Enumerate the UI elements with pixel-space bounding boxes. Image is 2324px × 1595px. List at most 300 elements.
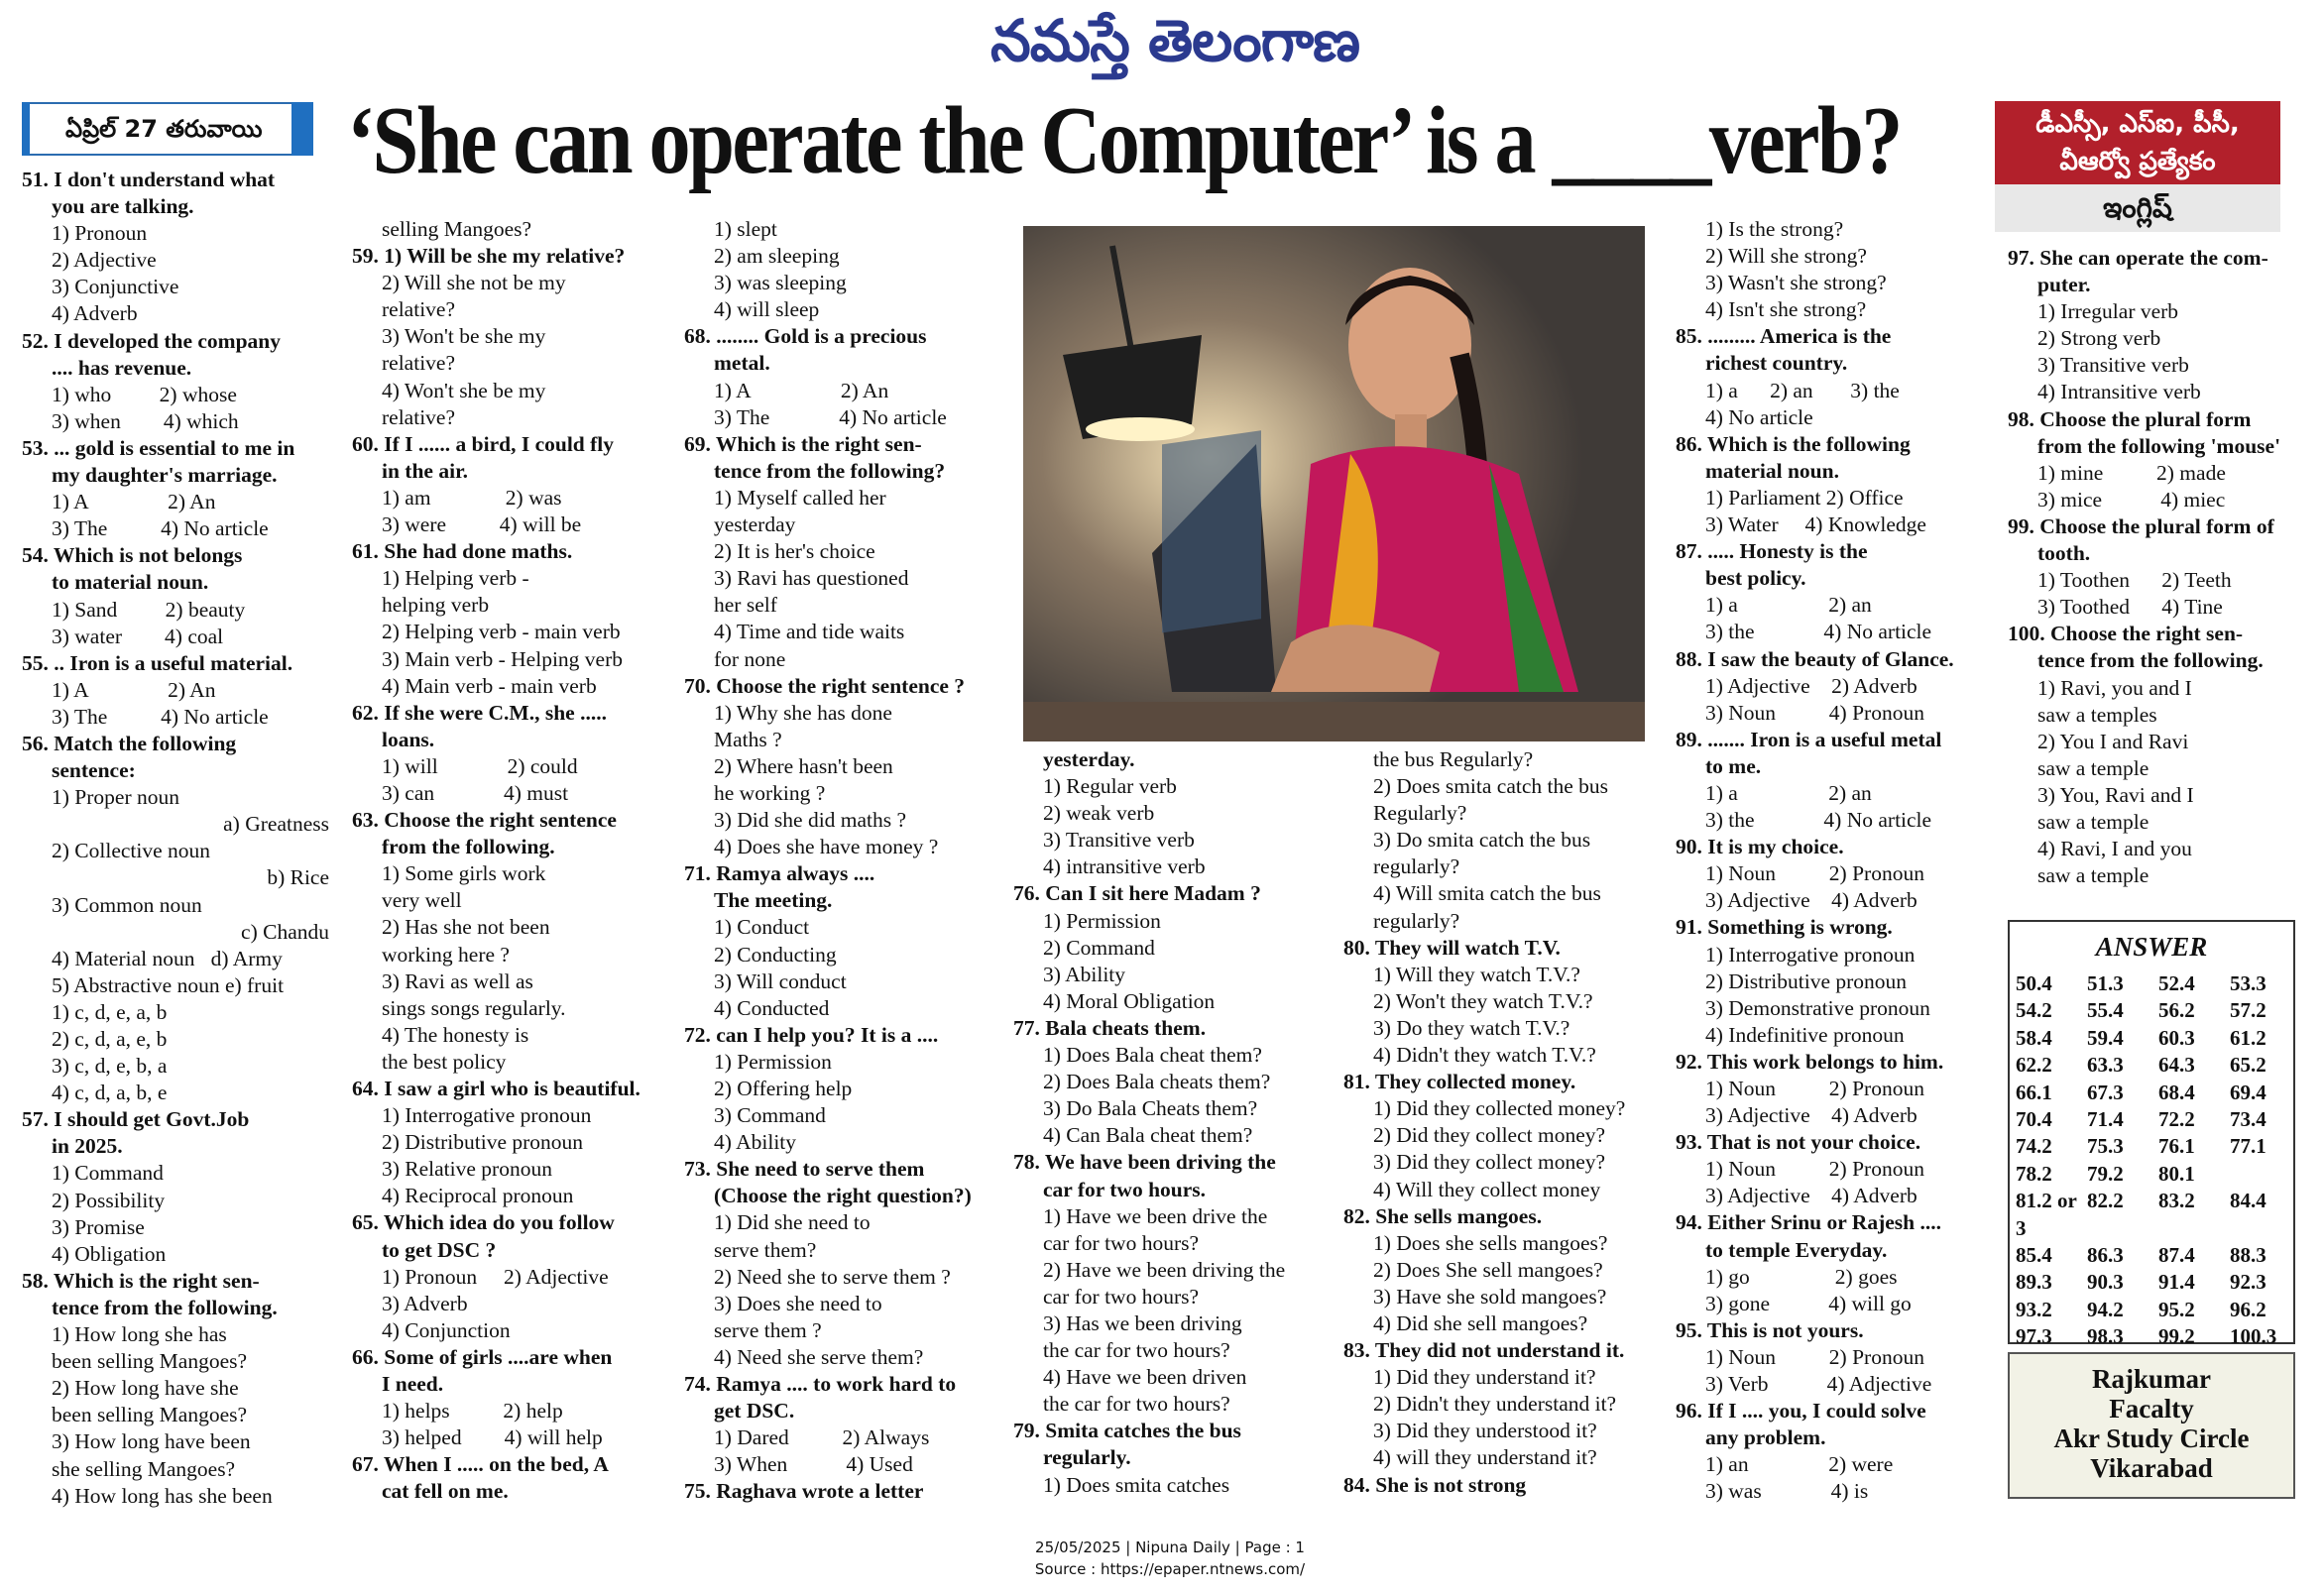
option-text: 3) was sleeping	[714, 271, 847, 295]
answer-item: 86.3	[2087, 1243, 2124, 1268]
answer-item: 72.2	[2158, 1107, 2195, 1132]
question-text: 91. Something is wrong.	[1676, 915, 1893, 940]
option-text: 4) Will smita catch the bus	[1373, 881, 1601, 906]
question-text: 70. Choose the right sentence ?	[684, 673, 966, 698]
answer-item: 75.3	[2087, 1134, 2124, 1159]
option-text: 3) Does she need to	[714, 1291, 882, 1315]
answer-title: ANSWER	[2095, 932, 2208, 962]
option-text: 2) Offering help	[714, 1077, 853, 1100]
option-text: been selling Mangoes?	[52, 1403, 248, 1427]
option-text: 3) Have she sold mangoes?	[1373, 1284, 1607, 1309]
answer-item: 61.2	[2230, 1025, 2266, 1050]
option-text: 3) Won't be she my	[382, 324, 546, 349]
option-text: sings songs regularly.	[382, 995, 566, 1020]
question-text: 63. Choose the right sentence	[352, 808, 617, 833]
option-text: 2) Distributive pronoun	[382, 1130, 584, 1155]
question-text: 54. Which is not belongs	[22, 543, 243, 568]
question-text: my daughter's marriage.	[52, 463, 278, 488]
option-text: the car for two hours?	[1043, 1338, 1230, 1363]
answer-item: 50.4	[2016, 971, 2052, 995]
answer-item: 58.4	[2016, 1025, 2052, 1050]
option-text: 3) Did they understood it?	[1373, 1419, 1597, 1443]
question-text: 95. This is not yours.	[1676, 1317, 1864, 1342]
option-text: 1) Did they collected money?	[1373, 1096, 1626, 1121]
author-place: Vikarabad	[2090, 1453, 2213, 1483]
question-text: yesterday.	[1043, 747, 1135, 771]
question-text: 64. I saw a girl who is beautiful.	[352, 1077, 640, 1100]
option-text: 1) Permission	[714, 1049, 832, 1074]
question-text: from the following.	[382, 835, 555, 859]
option-text: she selling Mangoes?	[52, 1456, 236, 1481]
option-text: 4) Isn't she strong?	[1705, 297, 1867, 322]
option-text: 3) The 4) No article	[52, 516, 269, 541]
option-text: 2) Does smita catch the bus	[1373, 774, 1609, 799]
answer-item: 55.4	[2087, 998, 2124, 1023]
question-text: 85. ......... America is the	[1676, 324, 1892, 349]
option-text: 3) Ravi as well as	[382, 968, 533, 993]
question-text: car for two hours.	[1043, 1177, 1207, 1201]
option-text: 3) Common noun	[52, 892, 202, 917]
option-text: 4) Need she serve them?	[714, 1344, 924, 1369]
question-text: richest country.	[1705, 351, 1848, 376]
option-text: 3) Do Bala Cheats them?	[1043, 1096, 1258, 1121]
option-text: the best policy	[382, 1049, 507, 1074]
answer-item: 74.2	[2016, 1134, 2052, 1159]
option-text: for none	[714, 646, 786, 671]
option-text: 3) Command	[714, 1103, 826, 1128]
author-org: Akr Study Circle	[2053, 1424, 2250, 1453]
option-text: 4) Didn't they watch T.V.?	[1373, 1043, 1596, 1068]
option-text: 1) Some girls work	[382, 861, 546, 886]
option-text: 1) A 2) An	[52, 490, 216, 514]
option-text: saw a temple	[2037, 863, 2150, 888]
option-text: a) Greatness	[223, 812, 329, 837]
question-text: tence from the following?	[714, 458, 946, 483]
column-4	[1013, 746, 1321, 1499]
option-text: 1) Does Bala cheat them?	[1043, 1043, 1262, 1068]
option-text: 2) Does Bala cheats them?	[1043, 1070, 1271, 1094]
question-text: regularly.	[1043, 1445, 1131, 1470]
option-text: saw a temples	[2037, 702, 2157, 727]
option-text: 2) Conducting	[714, 942, 837, 967]
option-text: 4) Obligation	[52, 1241, 167, 1266]
answer-item: 95.2	[2158, 1297, 2195, 1321]
option-text: c) Chandu	[241, 919, 329, 944]
answer-item: 79.2	[2087, 1161, 2124, 1186]
question-text: in 2025.	[52, 1134, 123, 1159]
option-text: 3) Conjunctive	[52, 275, 179, 299]
question-text: loans.	[382, 727, 435, 751]
option-text: he working ?	[714, 780, 826, 805]
option-text: 3) water 4) coal	[52, 624, 224, 648]
option-text: 1) A 2) An	[714, 378, 889, 402]
option-text: 1) Conduct	[714, 915, 810, 940]
answer-item: 70.4	[2016, 1107, 2052, 1132]
option-text: 3) Noun 4) Pronoun	[1705, 700, 1924, 725]
answer-item: 87.4	[2158, 1243, 2195, 1268]
option-text: 3) Adverb	[382, 1291, 468, 1315]
author-box	[2008, 1352, 2295, 1499]
question-text: 75. Raghava wrote a letter	[684, 1479, 924, 1504]
option-text: 1) Regular verb	[1043, 774, 1177, 799]
option-text: 2) Will she not be my	[382, 271, 566, 295]
question-text: 78. We have been driving the	[1013, 1150, 1276, 1175]
option-text: 3) Main verb - Helping verb	[382, 646, 623, 671]
option-text: 1) helps 2) help	[382, 1399, 563, 1424]
option-text: 1) A 2) An	[52, 677, 216, 702]
option-text: 3) Demonstrative pronoun	[1705, 995, 1930, 1020]
date-tag-accent-right	[291, 102, 313, 156]
option-text: 4) Ability	[714, 1130, 797, 1155]
option-text: 3) You, Ravi and I	[2037, 782, 2194, 807]
option-text: serve them ?	[714, 1317, 822, 1342]
option-text: 1) Dared 2) Always	[714, 1425, 930, 1450]
option-text: 4) Time and tide waits	[714, 620, 905, 644]
option-text: 2) Did they collect money?	[1373, 1123, 1606, 1148]
date-tag-text: ఏప్రిల్ 27 తరువాయి	[65, 115, 263, 143]
answer-item: 69.4	[2230, 1080, 2266, 1104]
option-text: 4) No article	[1705, 404, 1813, 429]
question-text: tence from the following.	[52, 1295, 278, 1319]
option-text: yesterday	[714, 513, 796, 537]
answer-grid	[2010, 970, 2293, 1351]
option-text: 1) Will they watch T.V.?	[1373, 962, 1580, 986]
option-text: 3) Transitive verb	[1043, 828, 1195, 853]
question-text: 58. Which is the right sen-	[22, 1268, 260, 1293]
option-text: 2) Possibility	[52, 1188, 166, 1212]
answer-item: 60.3	[2158, 1025, 2195, 1050]
option-text: 2) weak verb	[1043, 801, 1155, 826]
option-text: 1) c, d, e, a, b	[52, 999, 168, 1024]
option-text: 4) Ravi, I and you	[2037, 837, 2192, 861]
answer-item: 67.3	[2087, 1080, 2124, 1104]
option-text: 1) Irregular verb	[2037, 299, 2179, 324]
option-text: 3) Did they collect money?	[1373, 1150, 1606, 1175]
question-text: 73. She need to serve them	[684, 1157, 925, 1182]
woman-at-laptop-photo	[1023, 226, 1645, 741]
answer-item: 85.4	[2016, 1243, 2052, 1268]
option-text: 1) Is the strong?	[1705, 217, 1844, 241]
option-text: 2) Collective noun	[52, 839, 211, 863]
option-text: 1) Helping verb -	[382, 566, 529, 591]
question-text: 93. That is not your choice.	[1676, 1130, 1921, 1155]
answer-item: 73.4	[2230, 1107, 2266, 1132]
option-text: 3) Do they watch T.V.?	[1373, 1015, 1570, 1040]
option-text: regularly?	[1373, 908, 1460, 933]
answer-item: 80.1	[2158, 1161, 2195, 1186]
option-text: 2) Need she to serve them ?	[714, 1264, 951, 1289]
option-text: 3) Adjective 4) Adverb	[1705, 1184, 1917, 1208]
author-role: Facalty	[2109, 1394, 2194, 1424]
option-text: the bus Regularly?	[1373, 747, 1534, 771]
option-text: 2) Have we been driving the	[1043, 1257, 1286, 1282]
answer-item: 76.1	[2158, 1134, 2195, 1159]
option-text: 2) It is her's choice	[714, 539, 875, 564]
subject-label: ఇంగ్లిష్	[1995, 184, 2280, 232]
page-footer	[991, 1537, 1348, 1580]
option-text: 1) Sand 2) beauty	[52, 597, 246, 622]
option-text: 4) c, d, a, b, e	[52, 1081, 168, 1105]
option-text: regularly?	[1373, 854, 1460, 879]
column-1	[22, 167, 329, 1510]
answer-item: 96.2	[2230, 1297, 2266, 1321]
answer-item: 93.2	[2016, 1297, 2052, 1321]
option-text: 3) Verb 4) Adjective	[1705, 1372, 1932, 1397]
question-text: 52. I developed the company	[22, 328, 281, 353]
author-name: Rajkumar	[2092, 1364, 2211, 1394]
footer-line-2: Source : https://epaper.ntnews.com/	[1034, 1560, 1306, 1578]
answer-item: 51.3	[2087, 971, 2124, 995]
option-text: 2) c, d, a, e, b	[52, 1027, 168, 1051]
column-5	[1343, 746, 1651, 1499]
option-text: 4) Reciprocal pronoun	[382, 1184, 574, 1208]
question-text: 57. I should get Govt.Job	[22, 1107, 250, 1132]
option-text: 3) was 4) is	[1705, 1479, 1869, 1504]
question-text: to me.	[1705, 753, 1762, 778]
option-text: 2) Distributive pronoun	[1705, 968, 1908, 993]
question-text: (Choose the right question?)	[714, 1184, 972, 1208]
question-text: 89. ....... Iron is a useful metal	[1676, 727, 1942, 751]
option-text: 1) Ravi, you and I	[2037, 675, 2192, 700]
option-text: 4) will they understand it?	[1373, 1445, 1597, 1470]
answer-item: 99.2	[2158, 1324, 2195, 1349]
answer-item: 83.2	[2158, 1189, 2195, 1213]
answer-item: 89.3	[2016, 1270, 2052, 1295]
option-text: saw a temple	[2037, 755, 2150, 780]
question-text: 67. When I ..... on the bed, A	[352, 1452, 609, 1477]
special-box-line1: డీఎస్సీ, ఎస్ఐ, పీసీ,	[2035, 109, 2240, 139]
question-text: 97. She can operate the com-	[2008, 246, 2268, 270]
option-text: 4) Did she sell mangoes?	[1373, 1310, 1588, 1335]
answer-item: 64.3	[2158, 1053, 2195, 1078]
answer-item: 59.4	[2087, 1025, 2124, 1050]
answer-key	[2008, 920, 2295, 1349]
option-text: 3) The 4) No article	[52, 704, 269, 729]
option-text: the car for two hours?	[1043, 1392, 1230, 1417]
option-text: 1) Toothen 2) Teeth	[2037, 568, 2232, 593]
option-text: 1) Did they understand it?	[1373, 1365, 1596, 1390]
option-text: 4) Main verb - main verb	[382, 673, 597, 698]
option-text: 1) Command	[52, 1161, 164, 1186]
answer-item: 98.3	[2087, 1324, 2124, 1349]
answer-item: 97.3	[2016, 1324, 2052, 1349]
option-text: 3) the 4) No article	[1705, 620, 1932, 644]
question-text: 65. Which idea do you follow	[352, 1210, 615, 1235]
question-text: tence from the following.	[2037, 648, 2264, 673]
option-text: 1) slept	[714, 217, 777, 241]
question-text: 90. It is my choice.	[1676, 835, 1844, 859]
answer-item: 62.2	[2016, 1053, 2052, 1078]
question-text: 61. She had done maths.	[352, 539, 573, 564]
answer-item: 82.2	[2087, 1189, 2124, 1213]
option-text: 4) will sleep	[714, 297, 820, 322]
option-text: car for two hours?	[1043, 1230, 1200, 1255]
answer-item: 77.1	[2230, 1134, 2266, 1159]
option-text: 4) intransitive verb	[1043, 854, 1206, 879]
option-text: 3) Adjective 4) Adverb	[1705, 1103, 1917, 1128]
option-text: 4) Conducted	[714, 995, 830, 1020]
option-text: 1) mine 2) made	[2037, 460, 2226, 485]
option-text: 1) Does she sells mangoes?	[1373, 1230, 1608, 1255]
option-text: 1) Noun 2) Pronoun	[1705, 1077, 1924, 1100]
option-text: 1) Does smita catches	[1043, 1472, 1230, 1497]
question-text: best policy.	[1705, 566, 1806, 591]
answer-item: 52.4	[2158, 971, 2195, 995]
question-text: 77. Bala cheats them.	[1013, 1015, 1207, 1040]
special-box-line2: వీఆర్వో ప్రత్యేకం	[2059, 147, 2216, 176]
option-text: 2) am sleeping	[714, 244, 840, 269]
question-text: in the air.	[382, 458, 469, 483]
answer-item: 57.2	[2230, 998, 2266, 1023]
option-text: 1) Why she has done	[714, 700, 892, 725]
option-text: 3) helped 4) will help	[382, 1425, 603, 1450]
option-text: 4) Have we been driven	[1043, 1365, 1247, 1390]
question-text: 92. This work belongs to him.	[1676, 1049, 1944, 1074]
option-text: 4) Moral Obligation	[1043, 988, 1216, 1013]
option-text: 3) mice 4) miec	[2037, 487, 2226, 512]
answer-item: 66.1	[2016, 1080, 2052, 1104]
option-text: 1) Have we been drive the	[1043, 1203, 1268, 1228]
option-text: 3) when 4) which	[52, 408, 239, 433]
special-box	[1995, 101, 2280, 184]
question-text: cat fell on me.	[382, 1479, 509, 1504]
question-text: 53. ... gold is essential to me in	[22, 435, 295, 460]
option-text: 4) Will they collect money	[1373, 1177, 1601, 1201]
option-text: 3) Transitive verb	[2037, 353, 2189, 378]
option-text: 3) Toothed 4) Tine	[2037, 595, 2223, 620]
column-3	[684, 216, 991, 1506]
photo-illustration	[1023, 226, 1645, 741]
question-text: puter.	[2037, 273, 2091, 297]
option-text: 3) Wasn't she strong?	[1705, 271, 1887, 295]
option-text: 3) Adjective 4) Adverb	[1705, 888, 1917, 913]
question-text: get DSC.	[714, 1399, 795, 1424]
masthead-logo: నమస్తే తెలంగాణ	[990, 7, 1359, 74]
answer-item: 90.3	[2087, 1270, 2124, 1295]
option-text: 1) a 2) an	[1705, 593, 1872, 618]
question-text: 74. Ramya .... to work hard to	[684, 1372, 957, 1397]
option-text: helping verb	[382, 593, 490, 618]
option-text: 2) Where hasn't been	[714, 753, 893, 778]
option-text: 3) When 4) Used	[714, 1452, 913, 1477]
question-text: you are talking.	[52, 194, 194, 219]
option-text: 3) Relative pronoun	[382, 1157, 552, 1182]
option-text: 4) Won't she be my	[382, 378, 546, 402]
question-text: 88. I saw the beauty of Glance.	[1676, 646, 1954, 671]
question-text: 76. Can I sit here Madam ?	[1013, 881, 1261, 906]
option-text: b) Rice	[267, 865, 329, 890]
question-text: 69. Which is the right sen-	[684, 431, 922, 456]
option-text: 1) who 2) whose	[52, 382, 237, 406]
answer-item: 65.2	[2230, 1053, 2266, 1078]
option-text: Maths ?	[714, 727, 782, 751]
option-text: been selling Mangoes?	[52, 1349, 248, 1374]
date-tag-accent-left	[22, 102, 30, 156]
question-text: 87. ..... Honesty is the	[1676, 539, 1868, 564]
option-text: 3) gone 4) will go	[1705, 1291, 1912, 1315]
question-text: I need.	[382, 1372, 444, 1397]
question-text: 96. If I .... you, I could solve	[1676, 1399, 1926, 1424]
column-7	[2008, 245, 2305, 889]
question-text: from the following 'mouse'	[2037, 433, 2281, 458]
question-text: 59. 1) Will be she my relative?	[352, 244, 626, 269]
option-text: 1) Noun 2) Pronoun	[1705, 861, 1924, 886]
option-text: 3) Did she did maths ?	[714, 808, 907, 833]
question-text: material noun.	[1705, 458, 1839, 483]
answer-item: 53.3	[2230, 971, 2266, 995]
option-text: 4) Adverb	[52, 301, 138, 326]
question-text: 99. Choose the plural form of	[2008, 513, 2274, 538]
column-6	[1676, 216, 1983, 1506]
headline: ‘She can operate the Computer’ is a ____verb?	[347, 87, 1901, 194]
answer-item: 63.3	[2087, 1053, 2124, 1078]
option-text: 4) The honesty is	[382, 1022, 529, 1047]
option-text: 3) Ability	[1043, 962, 1126, 986]
option-text: 2) Will she strong?	[1705, 244, 1867, 269]
option-text: 3) the 4) No article	[1705, 808, 1932, 833]
option-text: relative?	[382, 297, 456, 322]
option-text: 1) Proper noun	[52, 785, 179, 810]
option-text: very well	[382, 888, 462, 913]
option-text: 3) Ravi has questioned	[714, 566, 909, 591]
question-text: 60. If I ...... a bird, I could fly	[352, 431, 615, 456]
option-text: 3) c, d, e, b, a	[52, 1054, 168, 1079]
option-text: 1) Pronoun 2) Adjective	[382, 1264, 609, 1289]
question-text: 55. .. Iron is a useful material.	[22, 650, 293, 675]
answer-item: 68.4	[2158, 1080, 2195, 1104]
option-text: 5) Abstractive noun e) fruit	[52, 972, 285, 997]
option-text: 1) Permission	[1043, 908, 1161, 933]
option-text: 4) Conjunction	[382, 1317, 511, 1342]
option-text: 1) Myself called her	[714, 485, 886, 510]
option-text: 2) Adjective	[52, 248, 157, 273]
option-text: 2) Helping verb - main verb	[382, 620, 621, 644]
question-text: 80. They will watch T.V.	[1343, 935, 1561, 960]
option-text: 1) Interrogative pronoun	[382, 1103, 592, 1128]
option-text: 3) were 4) will be	[382, 513, 582, 537]
option-text: 1) go 2) goes	[1705, 1264, 1898, 1289]
question-text: 68. ........ Gold is a precious	[684, 324, 927, 349]
question-text: 100. Choose the right sen-	[2008, 622, 2244, 646]
question-text: 71. Ramya always ....	[684, 861, 875, 886]
option-text: 2) Does She sell mangoes?	[1373, 1257, 1603, 1282]
question-text: 72. can I help you? It is a ....	[684, 1022, 939, 1047]
option-text: 2) Strong verb	[2037, 326, 2161, 351]
option-text: 3) Water 4) Knowledge	[1705, 513, 1926, 537]
question-text: 83. They did not understand it.	[1343, 1338, 1625, 1363]
column-2	[352, 216, 659, 1506]
option-text: saw a temple	[2037, 809, 2150, 834]
option-text: 1) an 2) were	[1705, 1452, 1894, 1477]
option-text: 3) Has we been driving	[1043, 1310, 1242, 1335]
question-text: The meeting.	[714, 888, 833, 913]
question-text: 98. Choose the plural form	[2008, 406, 2252, 431]
option-text: 1) will 2) could	[382, 753, 578, 778]
option-text: 3) can 4) must	[382, 780, 569, 805]
option-text: 1) How long she has	[52, 1322, 227, 1347]
option-text: 1) Noun 2) Pronoun	[1705, 1157, 1924, 1182]
date-tag	[22, 102, 313, 156]
option-text: 1) am 2) was	[382, 485, 562, 510]
question-text: 56. Match the following	[22, 731, 237, 755]
option-text: 1) Parliament 2) Office	[1705, 485, 1904, 510]
answer-item: 56.2	[2158, 998, 2195, 1023]
option-text: 3) The 4) No article	[714, 404, 947, 429]
answer-item: 54.2	[2016, 998, 2052, 1023]
option-text: serve them?	[714, 1237, 817, 1262]
option-text: 1) a 2) an	[1705, 780, 1872, 805]
option-text: relative?	[382, 351, 456, 376]
